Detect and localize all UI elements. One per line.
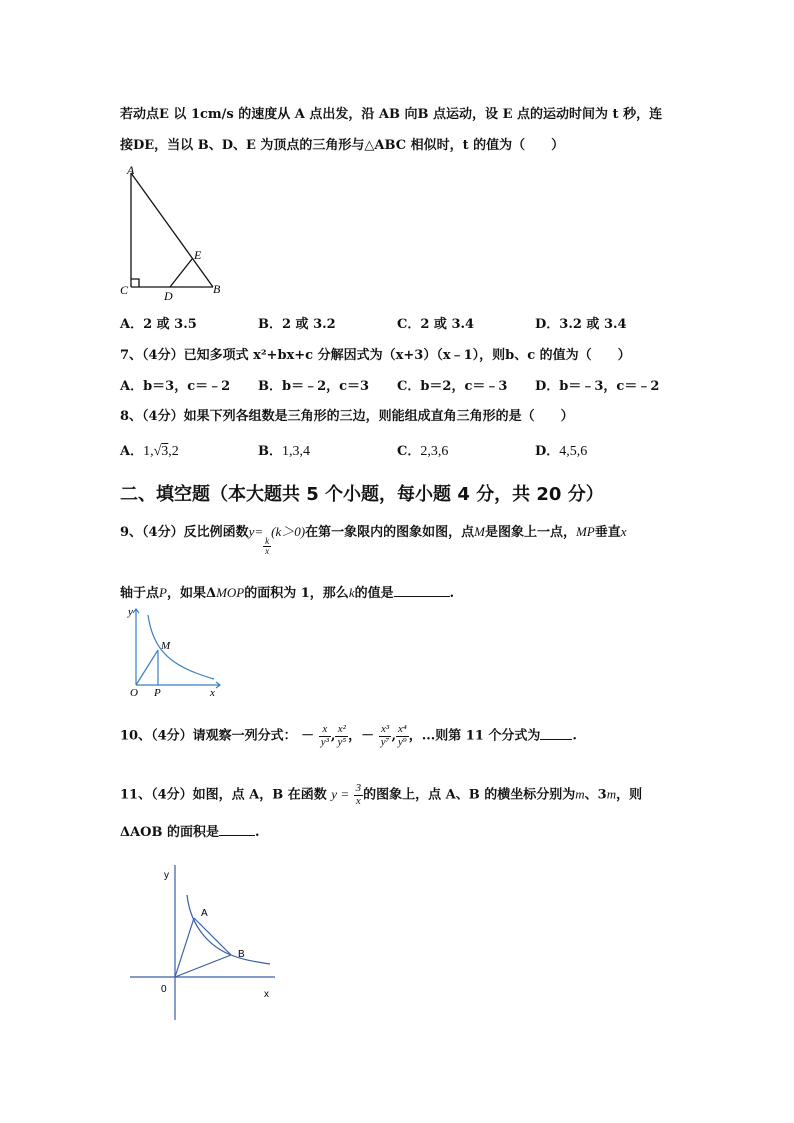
q11-label-a: A	[201, 908, 208, 919]
q11-answer-blank[interactable]	[219, 835, 255, 836]
q6-option-c[interactable]: C．2 或 3.4	[397, 317, 475, 332]
q10-fraction-2: $\frac{\text{x²}}{\text{y⁵}}$	[337, 723, 347, 748]
q9-label-y: y	[128, 606, 133, 618]
q6-label-d: D	[164, 289, 173, 303]
q8-option-d-letter: D．	[535, 444, 560, 459]
q6-label-b: B	[213, 282, 221, 296]
q7-option-d[interactable]: D．b＝﹣3，c＝﹣2	[535, 379, 660, 394]
q8-option-b-value: 1,3,4	[282, 444, 310, 459]
q6-line2: 接DE，当以 B、D、E 为顶点的三角形与△ABC 相似时，t 的值为（ ）	[120, 138, 565, 153]
q10-fraction-1: $\frac{x}{\text{y³}}$	[320, 723, 329, 748]
q6-option-d[interactable]: D．3.2 或 3.4	[535, 317, 627, 332]
q9-prefix: 9、（4分）反比例函数	[120, 525, 249, 540]
q8-option-d[interactable]	[535, 440, 587, 460]
q6-triangle-figure	[115, 160, 230, 305]
q9-label-p: P	[154, 687, 161, 698]
q9-label-x: x	[210, 687, 215, 698]
q11-hyperbola-figure	[125, 860, 280, 1025]
q8-option-b-letter: B．	[258, 444, 282, 459]
q6-label-a: A	[127, 163, 135, 177]
q11-line1: 11、（4分）如图，点 A，B 在函数 y = $\frac{3}{x}$ 的图象上，点 A、B 的横坐标分别为m、3m，则	[120, 782, 643, 807]
q8-text: 8、（4分）如果下列各组数是三角形的三边，则能组成直角三角形的是（ ）	[120, 409, 574, 424]
q9-fraction: $\frac{k}{x}$	[265, 535, 270, 556]
q6-label-c: C	[120, 283, 129, 297]
q6-line1: 若动点E 以 1cm/s 的速度从 A 点出发，沿 AB 向B 点运动，设 E 点的运动时间为 t 秒，连	[120, 107, 663, 122]
q8-option-a-part3: ,2	[168, 444, 179, 459]
q9-func: y=	[248, 524, 264, 539]
q9-label-o: O	[130, 687, 138, 698]
q8-option-d-value: 4,5,6	[559, 444, 588, 459]
q10-fraction-4: $\frac{\text{x⁴}}{\text{y⁹}}$	[397, 723, 407, 748]
q11-label-y: y	[164, 870, 169, 881]
q10-line: 10、（4分）请观察一列分式： － $\frac{x}{\text{y³}}$ , $\frac{\text{x²}}{\text{y⁵}}$ ，－ $\frac{\text{x³}}{\text{y⁷}}$ , $\frac{\text{x⁴}}{\text{y⁹}}$ ，...则第 11 个分式为 .	[120, 723, 577, 748]
q9-condition: (k＞0)	[271, 524, 306, 539]
q8-option-c[interactable]	[397, 440, 448, 460]
q7-option-b[interactable]: B．b＝﹣2，c＝3	[258, 379, 370, 394]
q7-text: 7、（4分）已知多项式 x²+bx+c 分解因式为（x+3）（x﹣1），则b、c 的值为（ ）	[120, 348, 631, 363]
q7-option-c[interactable]: C．b＝2，c＝﹣3	[397, 379, 508, 394]
q8-option-a-part1: 1,	[143, 444, 154, 459]
q9-hyperbola-figure	[118, 603, 223, 698]
q8-option-a-radicand: 3	[161, 444, 169, 459]
q11-label-o: 0	[161, 984, 167, 995]
q8-option-c-value: 2,3,6	[420, 444, 449, 459]
q9-label-m: M	[161, 640, 171, 652]
q11-fraction: $\frac{3}{x}$	[355, 782, 362, 807]
q10-answer-blank[interactable]	[540, 739, 572, 740]
q6-option-b[interactable]: B．2 或 3.2	[258, 317, 336, 332]
q6-label-e: E	[194, 248, 202, 262]
q7-option-a[interactable]: A．b＝3，c＝﹣2	[120, 379, 231, 394]
q8-option-a-letter: A．	[120, 444, 144, 459]
q8-option-a[interactable]	[120, 440, 179, 460]
q8-option-c-letter: C．	[397, 444, 421, 459]
q9-line1: 9、（4分）反比例函数y= $\frac{k}{x}$ (k＞0)在第一象限内的图象如图，点M是图象上一点，MP垂直x	[120, 524, 627, 556]
sqrt-symbol: √	[153, 444, 162, 459]
section-fill-in-title: 二、填空题（本大题共 5 个小题，每小题 4 分，共 20 分）	[120, 484, 604, 505]
q9-answer-blank[interactable]	[394, 596, 450, 597]
q11-line2: ΔAOB 的面积是 .	[120, 825, 260, 840]
q9-line2: 轴于点P，如果ΔMOP的面积为 1，那么k的值是 .	[120, 585, 455, 601]
q6-option-a[interactable]: A．2 或 3.5	[120, 317, 197, 332]
q10-fraction-3: $\frac{\text{x³}}{\text{y⁷}}$	[380, 723, 390, 748]
q8-option-b[interactable]	[258, 440, 310, 460]
q11-label-x: x	[264, 989, 269, 1000]
q11-label-b: B	[238, 949, 245, 960]
